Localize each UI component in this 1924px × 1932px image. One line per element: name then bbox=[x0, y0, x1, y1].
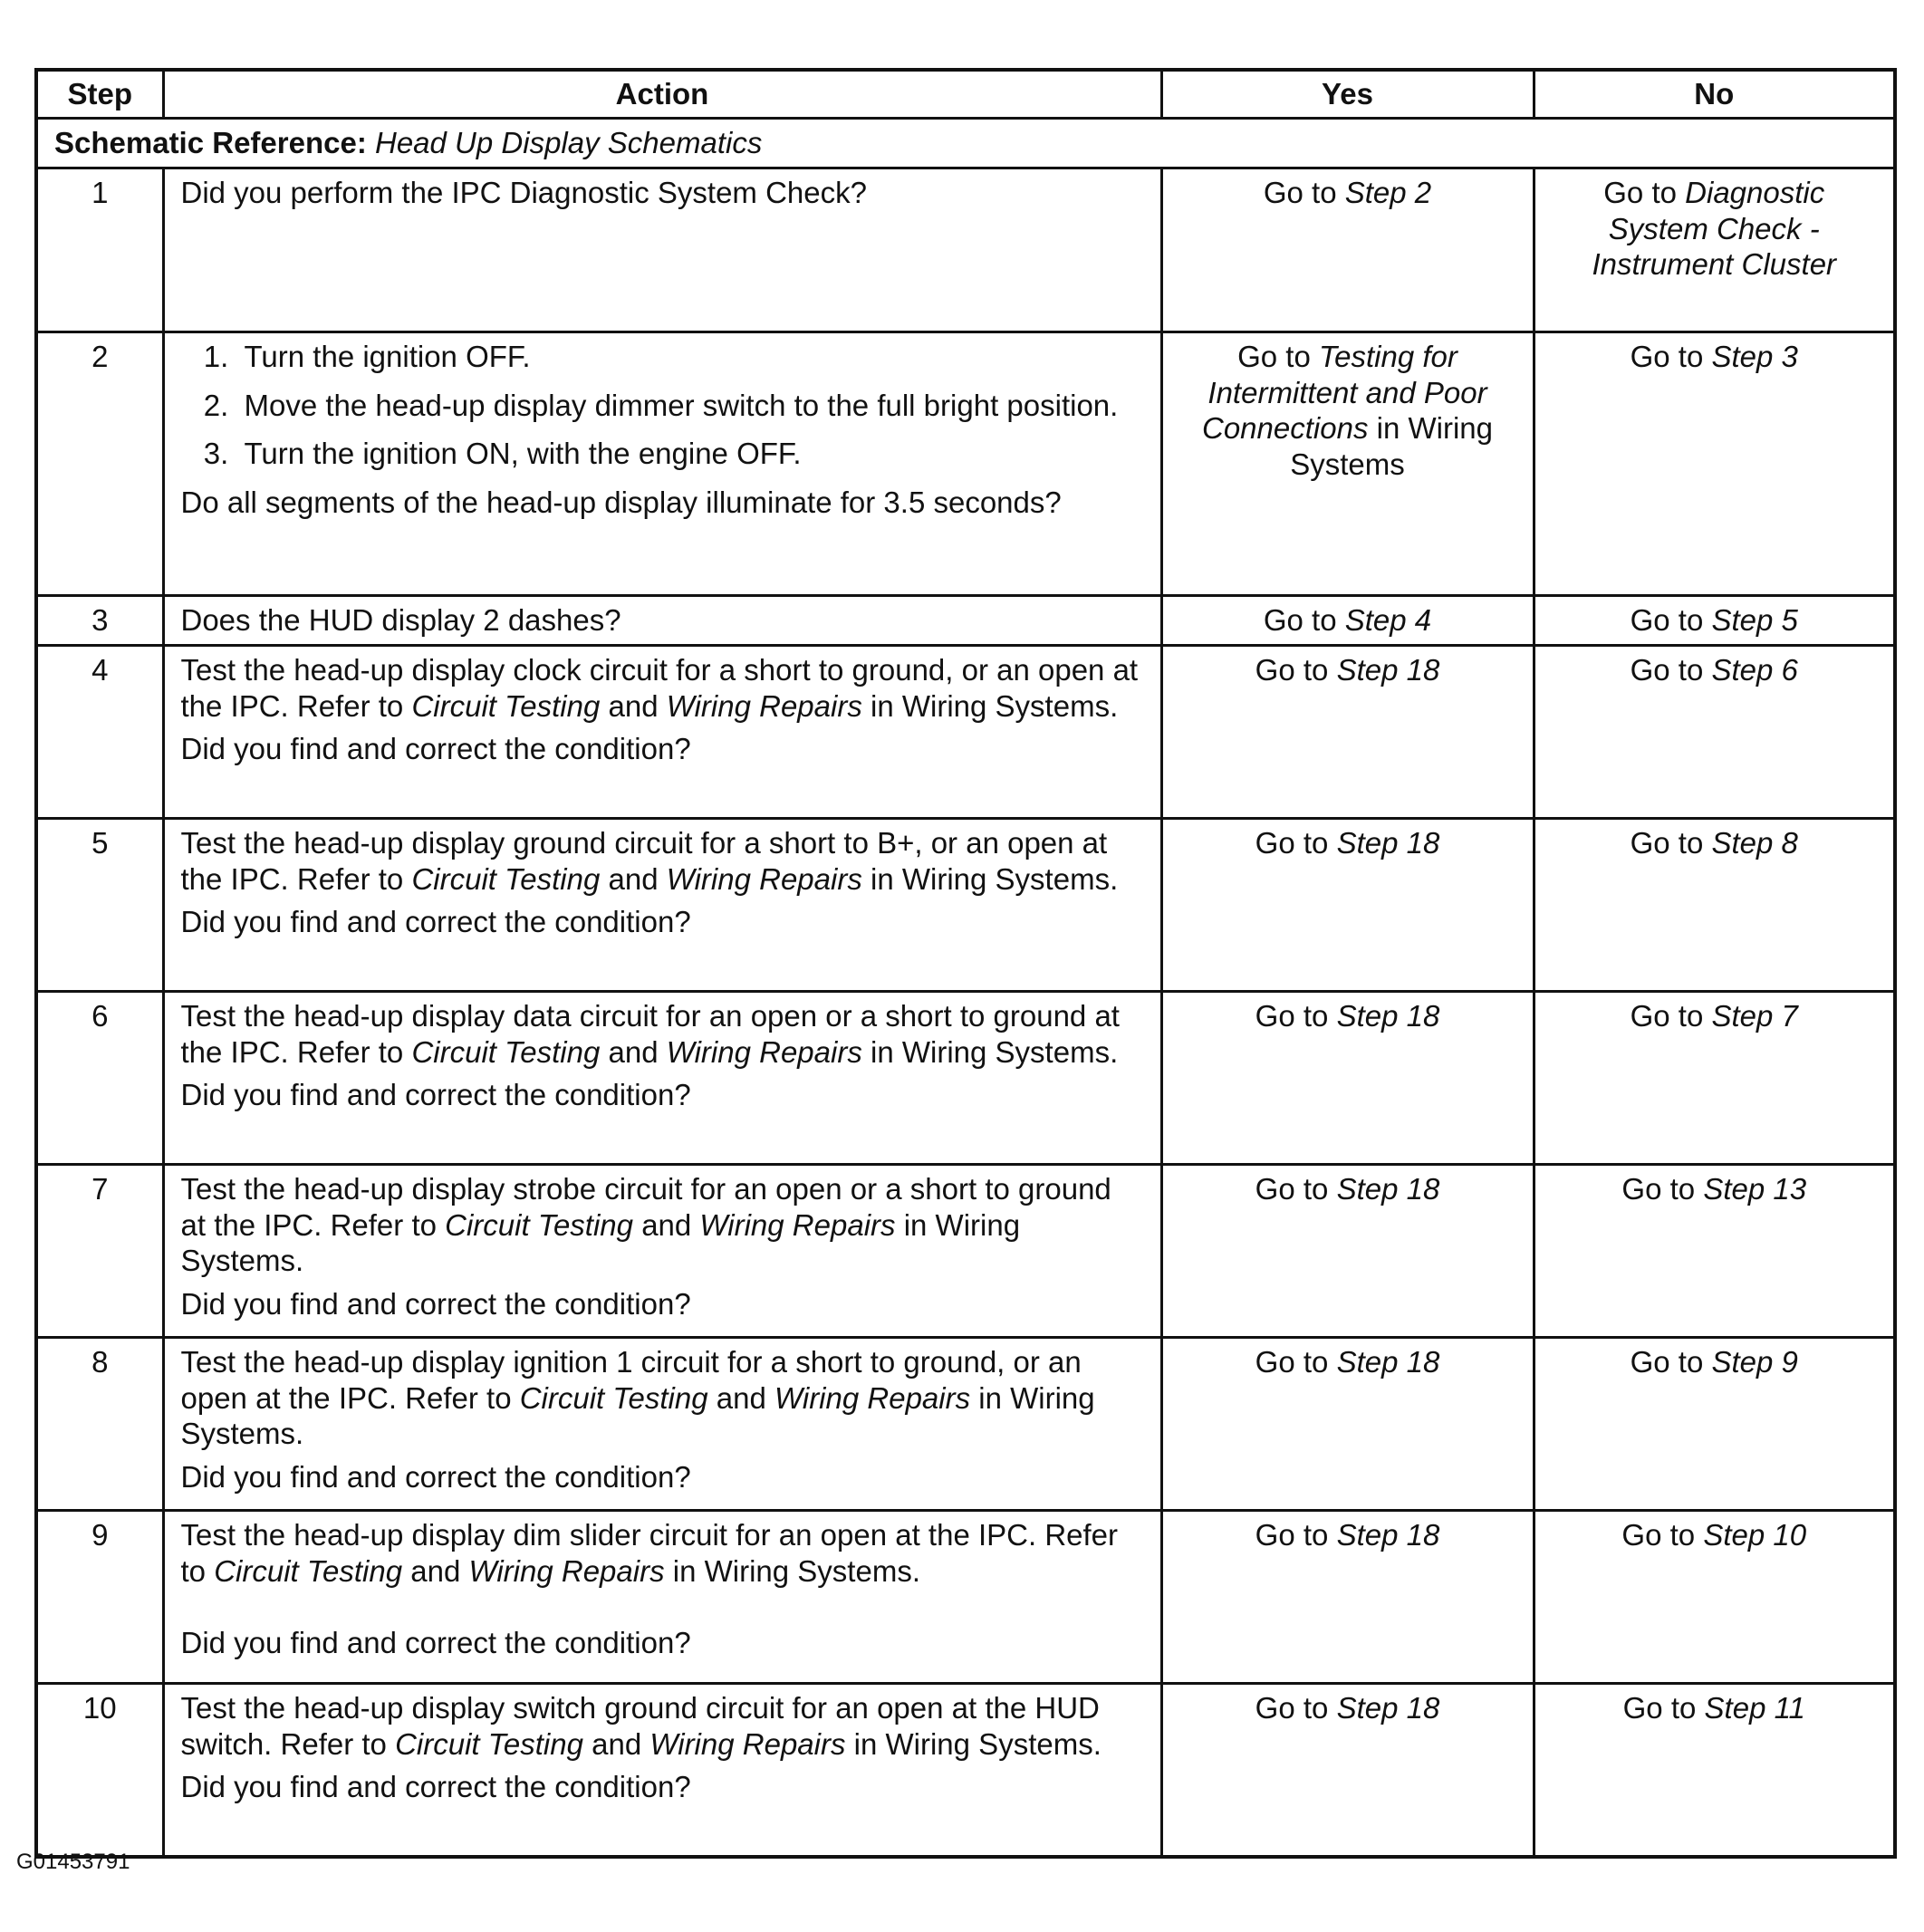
action-description bbox=[181, 1517, 1144, 1589]
wiring-repairs-link[interactable]: Wiring Repairs bbox=[468, 1553, 665, 1588]
header-yes: Yes bbox=[1161, 70, 1534, 119]
yes-link[interactable]: Step 4 bbox=[1344, 603, 1432, 637]
no-cell bbox=[1534, 168, 1895, 332]
circuit-testing-link[interactable]: Circuit Testing bbox=[445, 1207, 634, 1242]
action-cell bbox=[163, 646, 1161, 819]
yes-link[interactable]: Step 18 bbox=[1336, 1172, 1440, 1206]
action-question: Did you find and correct the condition? bbox=[180, 905, 691, 939]
yes-link[interactable]: Step 2 bbox=[1344, 176, 1432, 209]
action-tail: in Wiring Systems. bbox=[871, 861, 1119, 896]
no-prefix: Go to bbox=[1630, 603, 1704, 637]
yes-prefix: Go to bbox=[1255, 1518, 1329, 1552]
action-cell bbox=[163, 1684, 1161, 1858]
circuit-testing-link[interactable]: Circuit Testing bbox=[411, 861, 601, 896]
yes-cell bbox=[1161, 646, 1534, 819]
action-intro: Test the head-up display ground circuit for a short to B+, or an open at the IPC. Refer to bbox=[180, 826, 1108, 896]
action-step-item: 2. Move the head-up display dimmer switch to the full bright position. bbox=[237, 388, 1144, 424]
action-tail: in Wiring Systems. bbox=[180, 1207, 1021, 1278]
no-cell bbox=[1534, 596, 1895, 646]
header-action: Action bbox=[163, 70, 1161, 119]
action-cell bbox=[163, 819, 1161, 992]
yes-link[interactable]: Step 18 bbox=[1336, 999, 1440, 1033]
action-tail: in Wiring Systems. bbox=[853, 1726, 1101, 1761]
yes-prefix: Go to bbox=[1263, 603, 1337, 637]
action-cell bbox=[163, 1511, 1161, 1684]
action-intro: Test the head-up display clock circuit for a short to ground, or an open at the IPC. Refer to bbox=[180, 653, 1139, 723]
no-link[interactable]: Step 10 bbox=[1703, 1518, 1807, 1552]
step-number: 10 bbox=[36, 1684, 163, 1858]
yes-link[interactable]: Step 18 bbox=[1336, 826, 1440, 860]
action-description bbox=[181, 1344, 1144, 1452]
wiring-repairs-link[interactable]: Wiring Repairs bbox=[649, 1726, 846, 1761]
yes-prefix: Go to bbox=[1255, 826, 1329, 860]
yes-link[interactable]: Step 18 bbox=[1336, 653, 1440, 687]
no-prefix: Go to bbox=[1603, 176, 1677, 209]
yes-cell bbox=[1161, 992, 1534, 1165]
action-cell bbox=[163, 1338, 1161, 1511]
action-cell bbox=[163, 992, 1161, 1165]
action-text: Did you perform the IPC Diagnostic System Check? bbox=[180, 176, 867, 209]
action-tail: in Wiring Systems. bbox=[180, 1380, 1095, 1451]
table-row bbox=[36, 1165, 1895, 1338]
figure-id: G01453791 bbox=[16, 1850, 130, 1874]
yes-suffix: in Wiring Systems bbox=[1290, 411, 1493, 481]
yes-prefix: Go to bbox=[1255, 1345, 1329, 1379]
step-number: 8 bbox=[36, 1338, 163, 1511]
yes-cell bbox=[1161, 1511, 1534, 1684]
table-row bbox=[36, 646, 1895, 819]
no-cell bbox=[1534, 819, 1895, 992]
action-question: Did you find and correct the condition? bbox=[180, 1459, 691, 1494]
circuit-testing-link[interactable]: Circuit Testing bbox=[519, 1380, 708, 1415]
action-intro: Test the head-up display switch ground circuit for an open at the HUD switch. Refer to bbox=[180, 1691, 1100, 1761]
action-cell bbox=[163, 332, 1161, 596]
yes-link[interactable]: Step 18 bbox=[1336, 1691, 1440, 1725]
action-question: Did you find and correct the condition? bbox=[180, 732, 691, 766]
no-cell bbox=[1534, 1684, 1895, 1858]
yes-cell bbox=[1161, 1165, 1534, 1338]
no-cell bbox=[1534, 1165, 1895, 1338]
conjunction: and bbox=[608, 1034, 659, 1069]
circuit-testing-link[interactable]: Circuit Testing bbox=[411, 1034, 601, 1069]
action-description bbox=[181, 825, 1144, 897]
action-intro: Test the head-up display strobe circuit for an open or a short to ground at the IPC. Refer to bbox=[180, 1172, 1111, 1242]
step-number: 3 bbox=[36, 596, 163, 646]
action-text: Does the HUD display 2 dashes? bbox=[180, 603, 621, 637]
diagnostic-table bbox=[34, 68, 1897, 1859]
no-cell bbox=[1534, 992, 1895, 1165]
no-prefix: Go to bbox=[1630, 340, 1704, 373]
yes-link[interactable]: Step 18 bbox=[1336, 1518, 1440, 1552]
header-row bbox=[36, 70, 1895, 119]
no-link[interactable]: Step 3 bbox=[1711, 340, 1798, 373]
no-prefix: Go to bbox=[1630, 653, 1704, 687]
action-cell bbox=[163, 168, 1161, 332]
no-prefix: Go to bbox=[1630, 826, 1704, 860]
action-intro: Test the head-up display data circuit for an open or a short to ground at the IPC. Refer to bbox=[180, 999, 1120, 1069]
yes-prefix: Go to bbox=[1255, 1691, 1329, 1725]
step-number: 5 bbox=[36, 819, 163, 992]
no-link[interactable]: Step 7 bbox=[1711, 999, 1798, 1033]
circuit-testing-link[interactable]: Circuit Testing bbox=[214, 1553, 403, 1588]
no-link[interactable]: Step 9 bbox=[1711, 1345, 1798, 1379]
yes-prefix: Go to bbox=[1255, 999, 1329, 1033]
conjunction: and bbox=[592, 1726, 642, 1761]
schematic-reference-row bbox=[36, 119, 1895, 168]
step-number: 4 bbox=[36, 646, 163, 819]
action-intro: Test the head-up display ignition 1 circuit for a short to ground, or an open at the IPC. Refer to bbox=[180, 1345, 1082, 1415]
action-question: Do all segments of the head-up display illuminate for 3.5 seconds? bbox=[180, 485, 1062, 519]
action-step-item: 1. Turn the ignition OFF. bbox=[237, 339, 1144, 375]
yes-cell bbox=[1161, 819, 1534, 992]
no-prefix: Go to bbox=[1622, 1691, 1697, 1725]
wiring-repairs-link[interactable]: Wiring Repairs bbox=[666, 861, 862, 896]
table-row bbox=[36, 1511, 1895, 1684]
conjunction: and bbox=[608, 861, 659, 896]
conjunction: and bbox=[608, 688, 659, 723]
action-cell bbox=[163, 596, 1161, 646]
table-row bbox=[36, 1684, 1895, 1858]
step-number: 9 bbox=[36, 1511, 163, 1684]
no-link[interactable]: Step 11 bbox=[1704, 1691, 1805, 1725]
no-cell bbox=[1534, 646, 1895, 819]
action-question: Did you find and correct the condition? bbox=[180, 1078, 691, 1112]
no-cell bbox=[1534, 332, 1895, 596]
action-tail: in Wiring Systems. bbox=[672, 1553, 920, 1588]
conjunction: and bbox=[716, 1380, 766, 1415]
action-description bbox=[181, 1690, 1144, 1762]
yes-link[interactable]: Testing for Intermittent and Poor Connections bbox=[1202, 340, 1487, 446]
yes-link[interactable]: Step 18 bbox=[1336, 1345, 1440, 1379]
no-link[interactable]: Diagnostic System Check - Instrument Cluster bbox=[1592, 176, 1837, 282]
no-prefix: Go to bbox=[1621, 1518, 1696, 1552]
wiring-repairs-link[interactable]: Wiring Repairs bbox=[774, 1380, 971, 1415]
table-row bbox=[36, 992, 1895, 1165]
yes-prefix: Go to bbox=[1255, 653, 1329, 687]
action-steps-list bbox=[181, 339, 1144, 472]
conjunction: and bbox=[641, 1207, 692, 1242]
wiring-repairs-link[interactable]: Wiring Repairs bbox=[699, 1207, 896, 1242]
table-row bbox=[36, 596, 1895, 646]
action-question: Did you find and correct the condition? bbox=[180, 1626, 691, 1660]
schematic-reference-link[interactable]: Head Up Display Schematics bbox=[375, 126, 763, 159]
no-cell bbox=[1534, 1338, 1895, 1511]
conjunction: and bbox=[410, 1553, 461, 1588]
no-link[interactable]: Step 13 bbox=[1703, 1172, 1807, 1206]
action-step-item: 3. Turn the ignition ON, with the engine OFF. bbox=[237, 436, 1144, 472]
action-description bbox=[181, 998, 1144, 1070]
no-link[interactable]: Step 6 bbox=[1711, 653, 1798, 687]
action-question: Did you find and correct the condition? bbox=[180, 1770, 691, 1804]
wiring-repairs-link[interactable]: Wiring Repairs bbox=[666, 1034, 862, 1069]
no-cell bbox=[1534, 1511, 1895, 1684]
step-number: 2 bbox=[36, 332, 163, 596]
step-number: 1 bbox=[36, 168, 163, 332]
yes-prefix: Go to bbox=[1237, 340, 1311, 373]
yes-cell bbox=[1161, 596, 1534, 646]
circuit-testing-link[interactable]: Circuit Testing bbox=[411, 688, 601, 723]
action-intro: Test the head-up display dim slider circuit for an open at the IPC. Refer to bbox=[180, 1518, 1119, 1588]
no-prefix: Go to bbox=[1630, 999, 1704, 1033]
step-number: 6 bbox=[36, 992, 163, 1165]
yes-prefix: Go to bbox=[1255, 1172, 1329, 1206]
yes-cell bbox=[1161, 332, 1534, 596]
table-row bbox=[36, 168, 1895, 332]
no-prefix: Go to bbox=[1621, 1172, 1696, 1206]
yes-cell bbox=[1161, 168, 1534, 332]
schematic-reference bbox=[36, 119, 1895, 168]
no-prefix: Go to bbox=[1630, 1345, 1704, 1379]
step-number: 7 bbox=[36, 1165, 163, 1338]
table-row bbox=[36, 819, 1895, 992]
header-step: Step bbox=[36, 70, 163, 119]
circuit-testing-link[interactable]: Circuit Testing bbox=[395, 1726, 583, 1761]
action-question: Did you find and correct the condition? bbox=[180, 1286, 691, 1321]
wiring-repairs-link[interactable]: Wiring Repairs bbox=[666, 688, 862, 723]
no-link[interactable]: Step 5 bbox=[1711, 603, 1798, 637]
table-row bbox=[36, 332, 1895, 596]
action-tail: in Wiring Systems. bbox=[871, 688, 1119, 723]
action-description bbox=[181, 652, 1144, 724]
yes-cell bbox=[1161, 1338, 1534, 1511]
schematic-reference-label: Schematic Reference: bbox=[54, 126, 367, 159]
action-cell bbox=[163, 1165, 1161, 1338]
yes-cell bbox=[1161, 1684, 1534, 1858]
yes-prefix: Go to bbox=[1263, 176, 1337, 209]
no-link[interactable]: Step 8 bbox=[1711, 826, 1798, 860]
action-tail: in Wiring Systems. bbox=[871, 1034, 1119, 1069]
action-description bbox=[181, 1171, 1144, 1279]
table-row bbox=[36, 1338, 1895, 1511]
header-no: No bbox=[1534, 70, 1895, 119]
